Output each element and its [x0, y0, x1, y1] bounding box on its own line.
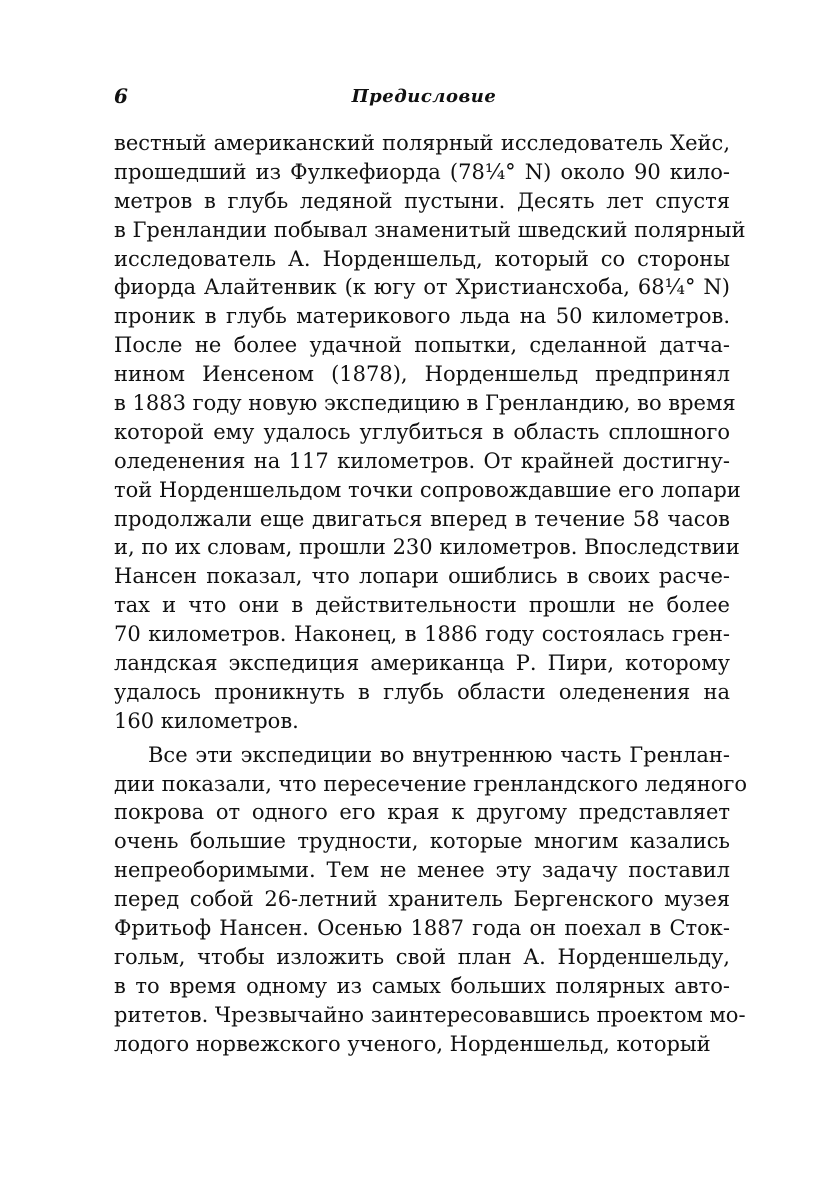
text-line: гольм, чтобы изложить свой план А. Норденшельду, — [114, 944, 730, 969]
text-line: тах и что они в действительности прошли не более — [114, 593, 730, 618]
text-line: которой ему удалось углубиться в область сплошного — [114, 419, 730, 444]
text-line: в 1883 году новую экспедицию в Гренландию, во время — [114, 391, 736, 416]
text-line: После не более удачной попытки, сделанной датча- — [114, 333, 730, 358]
text-line: фиорда Алайтенвик (к югу от Христиансхоба, 68¼° N) — [114, 275, 730, 300]
text-line: в Гренландии побывал знаменитый шведский полярный — [114, 217, 746, 242]
text-line: Фритьоф Нансен. Осенью 1887 года он поехал в Сток- — [114, 916, 730, 941]
text-line: оледенения на 117 километров. От крайней достигну- — [114, 448, 730, 473]
text-line: прошедший из Фулкефиорда (78¼° N) около 90 кило- — [114, 159, 730, 184]
text-line: перед собой 26-летний хранитель Бергенского музея — [114, 887, 730, 912]
text-line: той Норденшельдом точки сопровождавшие его лопари — [114, 477, 741, 502]
text-line: нином Иенсеном (1878), Норденшельд предпринял — [114, 362, 730, 387]
body-text — [114, 129, 747, 1059]
page-header — [114, 84, 734, 112]
text-line: Все эти экспедиции во внутреннюю часть Гренлан- — [148, 742, 730, 767]
text-line: непреоборимыми. Тем не менее эту задачу поставил — [114, 858, 730, 883]
page-number: 6 — [114, 84, 128, 108]
text-line: 70 километров. Наконец, в 1886 году состоялась грен- — [114, 622, 730, 647]
text-line: метров в глубь ледяной пустыни. Десять лет спустя — [114, 188, 730, 213]
text-line: очень большие трудности, которые многим казались — [114, 829, 730, 854]
text-line: ландская экспедиция американца Р. Пири, которому — [114, 651, 730, 676]
text-line: покрова от одного его края к другому представляет — [114, 800, 730, 825]
text-line: лодого норвежского ученого, Норденшельд, который — [114, 1031, 711, 1056]
text-line: Нансен показал, что лопари ошиблись в своих расче- — [114, 564, 730, 589]
paragraph — [114, 741, 747, 1059]
text-line: исследователь А. Норденшельд, который со стороны — [114, 246, 730, 271]
text-line: ритетов. Чрезвычайно заинтересовавшись проектом мо- — [114, 1002, 746, 1027]
running-head: Предисловие — [351, 86, 497, 107]
text-line: проник в глубь материкового льда на 50 километров. — [114, 304, 730, 329]
text-line: вестный американский полярный исследователь Хейс, — [114, 131, 730, 155]
paragraph — [114, 129, 746, 736]
text-line: в то время одному из самых больших полярных авто- — [114, 973, 730, 998]
text-line: дии показали, что пересечение гренландского ледяного — [114, 771, 747, 796]
text-line: и, по их словам, прошли 230 километров. Впоследствии — [114, 535, 740, 560]
text-line: удалось проникнуть в глубь области оледенения на — [114, 679, 730, 704]
text-line: 160 километров. — [114, 708, 299, 733]
text-line: продолжали еще двигаться вперед в течение 58 часов — [114, 506, 730, 531]
